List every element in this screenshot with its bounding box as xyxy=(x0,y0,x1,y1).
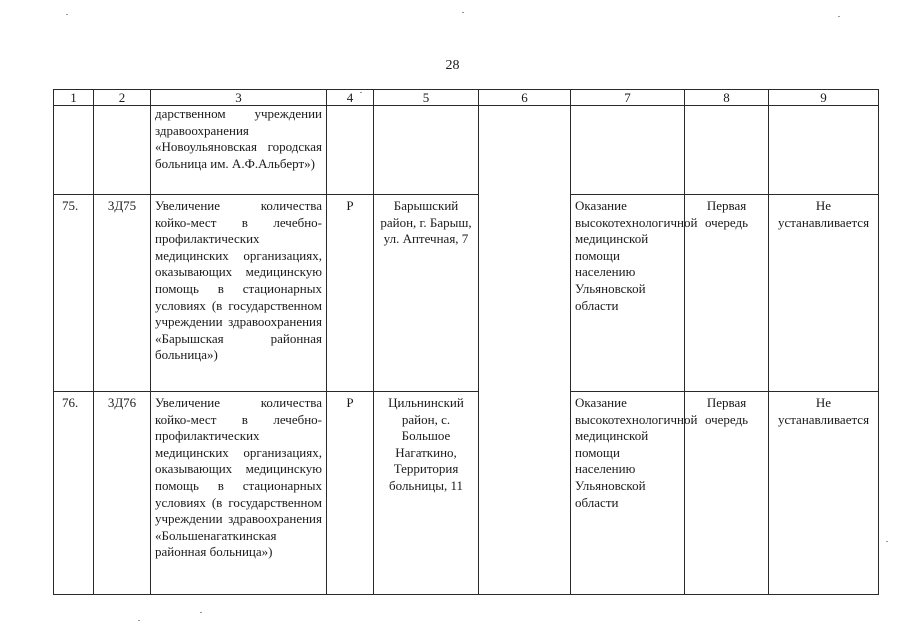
table-row-continuation xyxy=(54,106,879,195)
cell-description: Увеличение количества койко-мест в лечебно-профилактических медицинских организациях, оказывающих медицинскую помощь в стационарных условиях (в государственном учреждении здравоохранения «Большенагаткинская районная больница») xyxy=(151,392,327,595)
cell-code xyxy=(94,106,151,195)
cell-purpose: Оказание высокотехнологичной медицинской помощи населению Ульяновской области xyxy=(571,392,685,595)
header-cell-9: 9 xyxy=(769,90,879,106)
cell-code: 3Д75 xyxy=(94,195,151,392)
cell-purpose xyxy=(571,106,685,195)
cell-number: 75. xyxy=(54,195,94,392)
table-header-row xyxy=(54,90,879,106)
cell-location: Барышский район, г. Барыш, ул. Аптечная, 7 xyxy=(374,195,479,392)
cell-description: дарственном учреждении здравоохранения «Новоульяновская городская больница им. А.Ф.Альберт») xyxy=(151,106,327,195)
cell-zone: Не устанавливается xyxy=(769,195,879,392)
header-cell-5: 5 xyxy=(374,90,479,106)
cell-significance xyxy=(327,106,374,195)
header-cell-8: 8 xyxy=(685,90,769,106)
header-cell-4: 4 xyxy=(327,90,374,106)
cell-zone: Не устанавливается xyxy=(769,392,879,595)
cell-column-6 xyxy=(479,106,571,595)
cell-zone xyxy=(769,106,879,195)
header-cell-7: 7 xyxy=(571,90,685,106)
page-number: 28 xyxy=(445,58,460,73)
scan-speck xyxy=(886,541,888,542)
cell-significance: Р xyxy=(327,195,374,392)
scan-speck xyxy=(838,16,840,17)
header-cell-1: 1 xyxy=(54,90,94,106)
cell-stage xyxy=(685,106,769,195)
scan-speck xyxy=(200,612,202,613)
cell-number: 76. xyxy=(54,392,94,595)
cell-significance: Р xyxy=(327,392,374,595)
cell-purpose: Оказание высокотехнологичной медицинской помощи населению Ульяновской области xyxy=(571,195,685,392)
cell-location: Цильнинский район, с. Большое Нагаткино, Территория больницы, 11 xyxy=(374,392,479,595)
header-cell-3: 3 xyxy=(151,90,327,106)
cell-stage: Первая очередь xyxy=(685,392,769,595)
header-cell-2: 2 xyxy=(94,90,151,106)
scan-speck xyxy=(138,620,140,621)
cell-location xyxy=(374,106,479,195)
objects-table xyxy=(53,89,879,595)
cell-number xyxy=(54,106,94,195)
cell-code: 3Д76 xyxy=(94,392,151,595)
scan-speck xyxy=(66,14,68,15)
header-cell-6: 6 xyxy=(479,90,571,106)
cell-description: Увеличение количества койко-мест в лечебно-профилактических медицинских организациях, оказывающих медицинскую помощь в стационарных условиях (в государственном учреждении здравоохранения «Барышская районная больница») xyxy=(151,195,327,392)
table-row xyxy=(54,195,879,392)
scan-speck xyxy=(360,92,362,93)
cell-stage: Первая очередь xyxy=(685,195,769,392)
table-row xyxy=(54,392,879,595)
scan-speck xyxy=(462,12,464,13)
